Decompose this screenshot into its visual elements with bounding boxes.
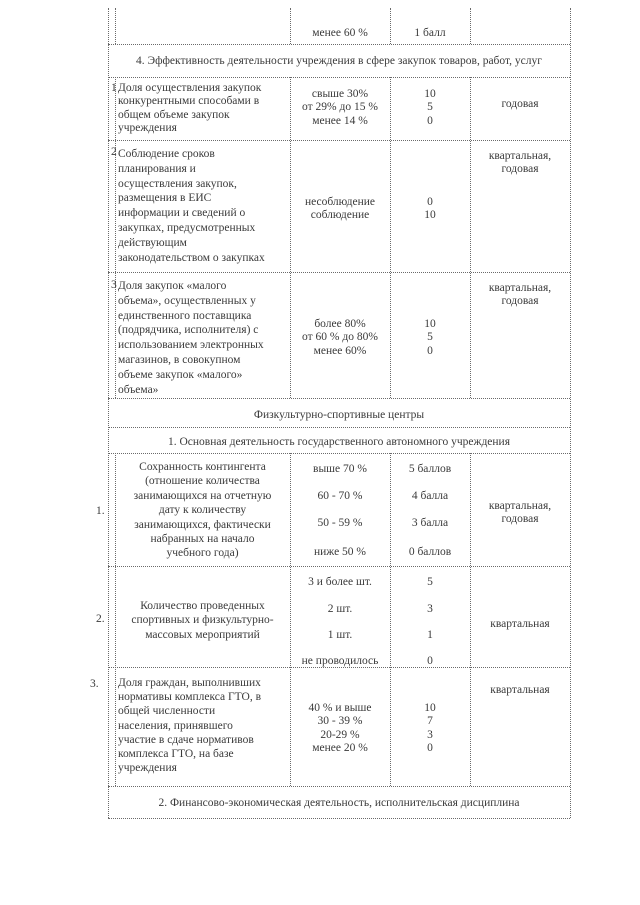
criterion-line: единственного поставщика (118, 309, 252, 322)
value-cell: выше 70 % (313, 463, 367, 475)
score-cell: 1 (427, 629, 433, 641)
table-rule (115, 77, 116, 398)
table-rule (108, 818, 570, 819)
criterion-line: учреждения (118, 762, 177, 775)
score-cell: 5 (427, 576, 433, 588)
values-cell (290, 318, 390, 358)
value-cell: 1 шт. (327, 629, 353, 641)
criterion-line: использованием электронных (118, 339, 264, 352)
score-line: 10 (424, 209, 436, 222)
values-cell (290, 702, 390, 756)
value-cell: 60 - 70 % (317, 490, 363, 502)
criterion-line: Доля закупок «малого (118, 280, 227, 292)
score-cell: 4 балла (411, 490, 449, 502)
period-line: квартальная, (488, 500, 552, 512)
score-line: 5 (427, 331, 433, 344)
score-line: 0 (427, 196, 433, 208)
score-line: 0 (427, 344, 433, 357)
period-line: годовая (501, 513, 539, 526)
score-cell: 5 баллов (408, 463, 452, 475)
table-rule (108, 786, 570, 787)
criterion-cell (118, 676, 290, 775)
row-number: 1 (111, 82, 117, 94)
criterion-line: (подрядчика, исполнителя) с (118, 324, 259, 337)
period-cell (470, 98, 570, 111)
table-rule (108, 427, 570, 428)
period-cell (470, 500, 570, 527)
table-rule (108, 398, 570, 399)
score-line: 10 (424, 702, 436, 714)
criterion-line: нормативы комплекса ГТО, в (118, 691, 262, 704)
criterion-line: набранных на начало (150, 533, 255, 546)
value-line: 30 - 39 % (317, 715, 363, 728)
criterion-line: магазинов, в совокупном (118, 353, 241, 366)
row-number: 3 (111, 279, 117, 291)
criterion-line: общем объеме закупок (118, 108, 230, 121)
value-line: от 29% до 15 % (302, 101, 378, 114)
table-rule (108, 272, 570, 273)
criterion-line: объема», осуществленных у (118, 294, 256, 307)
period-line: квартальная (490, 684, 550, 696)
table-rule (470, 77, 471, 398)
table-rule (108, 453, 570, 454)
criterion-line: общей численности (118, 705, 216, 718)
value-line: более 80% (314, 318, 366, 330)
table-rule (470, 8, 471, 44)
period-line: квартальная, (488, 150, 552, 162)
scores-cell (390, 702, 470, 756)
criterion-line: спортивных и физкультурно- (131, 614, 274, 627)
score-cell: 0 (427, 655, 433, 667)
criterion-line: занимающихся на отчетную (133, 489, 272, 502)
criterion-line: массовых мероприятий (145, 628, 260, 641)
category-title: Физкультурно-спортивные центры (253, 409, 425, 421)
criterion-line: учреждения (118, 122, 177, 135)
table-rule (108, 77, 570, 78)
criterion-line: планирования и (118, 162, 196, 175)
score-cell: 3 балла (411, 517, 449, 529)
table-rule (570, 8, 571, 818)
criterion-line: участие в сдаче нормативов (118, 733, 254, 746)
score-cell: 1 балл (414, 27, 446, 39)
table-rule (108, 566, 570, 567)
score-line: 7 (427, 715, 433, 728)
score-cell: 0 баллов (408, 546, 452, 558)
scores-cell (390, 88, 470, 128)
criterion-line: Сохранность контингента (139, 461, 266, 473)
value-line: менее 20 % (312, 742, 368, 755)
period-cell (470, 150, 570, 177)
period-line: квартальная, (488, 282, 552, 294)
period-line: годовая (501, 295, 539, 308)
score-line: 0 (427, 114, 433, 127)
section-title: 4. Эффективность деятельности учреждения в сфере закупок товаров, работ, услуг (136, 55, 542, 67)
criterion-line: размещения в ЕИС (118, 192, 212, 205)
criterion-cell (118, 82, 290, 136)
values-cell (290, 88, 390, 128)
criterion-line: (отношение количества (145, 475, 260, 488)
score-cell: 3 (427, 603, 433, 615)
values-cell (290, 196, 390, 223)
row-number: 2 (111, 146, 117, 158)
value-line: соблюдение (310, 209, 370, 222)
row-number: 2. (96, 613, 105, 625)
value-line: 20-29 % (320, 728, 360, 741)
value-cell: 2 шт. (327, 603, 353, 615)
criterion-cell (115, 460, 290, 561)
criterion-cell (118, 147, 290, 265)
scores-cell (390, 318, 470, 358)
score-line: 5 (427, 101, 433, 114)
criterion-line: Количество проведенных (140, 600, 265, 612)
period-cell (470, 282, 570, 309)
row-number: 3. (90, 678, 99, 690)
criterion-line: конкурентными способами в (118, 95, 260, 108)
criterion-line: занимающихся, фактически (134, 518, 271, 531)
period-cell (470, 684, 570, 697)
period-cell (470, 618, 570, 631)
value-cell: 50 - 59 % (317, 517, 363, 529)
table-rule (115, 8, 116, 44)
value-cell: ниже 50 % (313, 546, 367, 558)
criterion-line: комплекса ГТО, на базе (118, 748, 234, 761)
value-line: менее 60% (313, 344, 367, 357)
table-rule (108, 44, 570, 45)
period-line: годовая (501, 98, 539, 110)
value-line: 40 % и выше (308, 702, 372, 714)
criterion-line: действующим (118, 236, 187, 249)
criterion-line: Доля осуществления закупок (118, 82, 262, 94)
score-line: 3 (427, 728, 433, 741)
value-line: свыше 30% (311, 88, 369, 100)
scores-cell (390, 196, 470, 223)
criterion-line: Доля граждан, выполнивших (118, 677, 261, 689)
section-title: 1. Основная деятельность государственного автономного учреждения (167, 436, 510, 448)
criterion-line: информации и сведений о (118, 207, 246, 220)
criterion-line: учебного года) (166, 547, 239, 560)
value-line: несоблюдение (304, 196, 376, 208)
criterion-cell (118, 279, 290, 397)
value-cell: 3 и более шт. (308, 576, 372, 588)
criterion-line: объема» (118, 383, 159, 396)
score-line: 10 (424, 318, 436, 330)
value-line: менее 14 % (312, 114, 368, 127)
criterion-line: объеме закупок «малого» (118, 368, 243, 381)
row-number: 1. (96, 505, 105, 517)
period-line: годовая (501, 163, 539, 176)
score-line: 0 (427, 742, 433, 755)
section-title: 2. Финансово-экономическая деятельность, исполнительская дисциплина (158, 797, 520, 809)
period-line: квартальная (490, 618, 550, 630)
criterion-line: населения, принявшего (118, 719, 233, 732)
criterion-line: осуществления закупок, (118, 177, 237, 190)
criterion-line: закупках, предусмотренных (118, 221, 256, 234)
criterion-line: Соблюдение сроков (118, 148, 215, 160)
criterion-line: дату к количеству (158, 504, 247, 517)
criterion-cell (115, 599, 290, 642)
value-cell: менее 60 % (312, 27, 368, 39)
value-cell: не проводилось (301, 655, 379, 667)
value-line: от 60 % до 80% (302, 331, 378, 344)
criterion-line: законодательством о закупках (118, 251, 265, 264)
score-line: 10 (424, 88, 436, 100)
table-rule (108, 140, 570, 141)
